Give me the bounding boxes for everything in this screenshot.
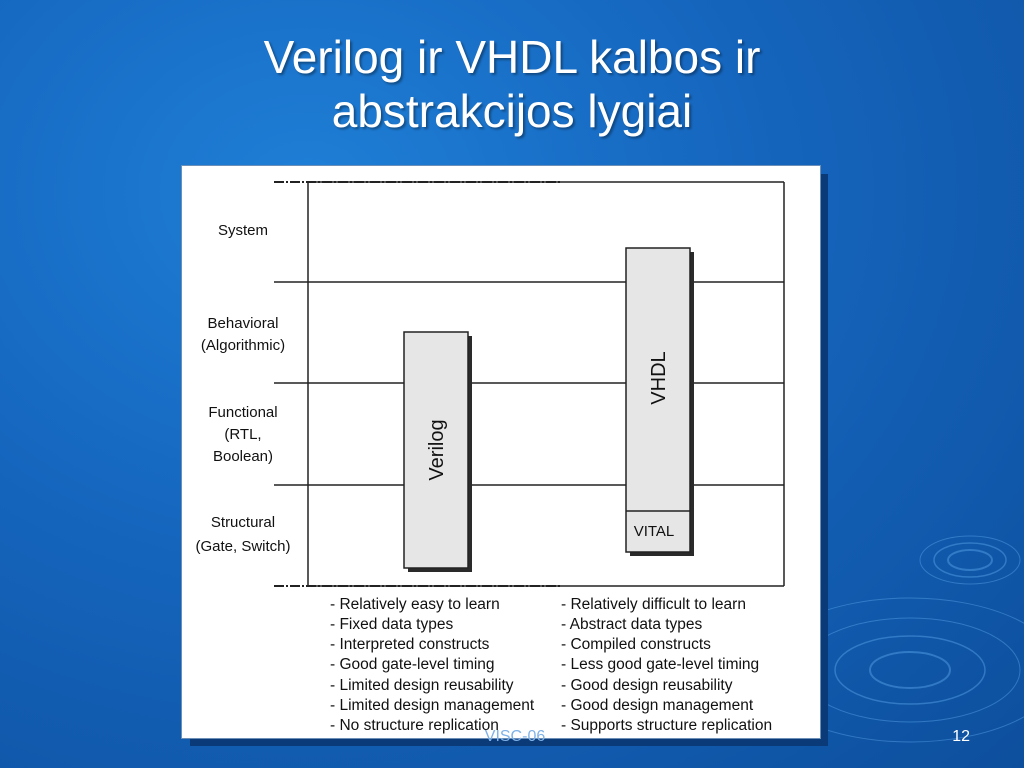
verilog-bar-label: Verilog bbox=[426, 419, 448, 481]
vhdl-note: - Abstract data types bbox=[561, 616, 703, 633]
vhdl-note: - Good design reusability bbox=[561, 677, 733, 694]
level-label-structural: Structural bbox=[210, 514, 276, 531]
footer-course-label: VISC-06 bbox=[484, 728, 546, 745]
vhdl-note: - Good design management bbox=[561, 697, 754, 714]
page-number: 12 bbox=[952, 728, 970, 745]
level-label-functional: Functional bbox=[208, 404, 278, 421]
verilog-note: - Fixed data types bbox=[330, 616, 454, 633]
verilog-note: - Relatively easy to learn bbox=[330, 596, 500, 613]
vhdl-note: - Compiled constructs bbox=[561, 636, 711, 653]
abstraction-levels-figure bbox=[181, 165, 821, 739]
verilog-note: - No structure replication bbox=[330, 717, 499, 734]
vital-label: VITAL bbox=[633, 523, 675, 540]
verilog-note: - Interpreted constructs bbox=[330, 636, 490, 653]
vhdl-note: - Less good gate-level timing bbox=[561, 656, 760, 673]
abstraction-levels-diagram bbox=[182, 166, 820, 738]
slide-title-line-2: abstrakcijos lygiai bbox=[331, 85, 693, 137]
verilog-note: - Limited design reusability bbox=[330, 677, 514, 694]
verilog-note: - Limited design management bbox=[330, 697, 535, 714]
vhdl-bar-label: VHDL bbox=[648, 351, 670, 405]
level-label-behavioral: Behavioral bbox=[207, 315, 279, 332]
level-label-structural-sub: (Gate, Switch) bbox=[195, 538, 291, 555]
level-label-behavioral-sub: (Algorithmic) bbox=[200, 337, 286, 354]
level-label-functional-sub1: (RTL, bbox=[224, 426, 262, 443]
slide-title-line-1: Verilog ir VHDL kalbos ir bbox=[263, 31, 761, 83]
slide-title bbox=[0, 30, 1024, 138]
level-label-system: System bbox=[217, 222, 269, 239]
vhdl-note: - Relatively difficult to learn bbox=[561, 596, 746, 613]
vhdl-note: - Supports structure replication bbox=[561, 717, 773, 734]
level-label-functional-sub2: Boolean) bbox=[212, 448, 274, 465]
verilog-note: - Good gate-level timing bbox=[330, 656, 495, 673]
